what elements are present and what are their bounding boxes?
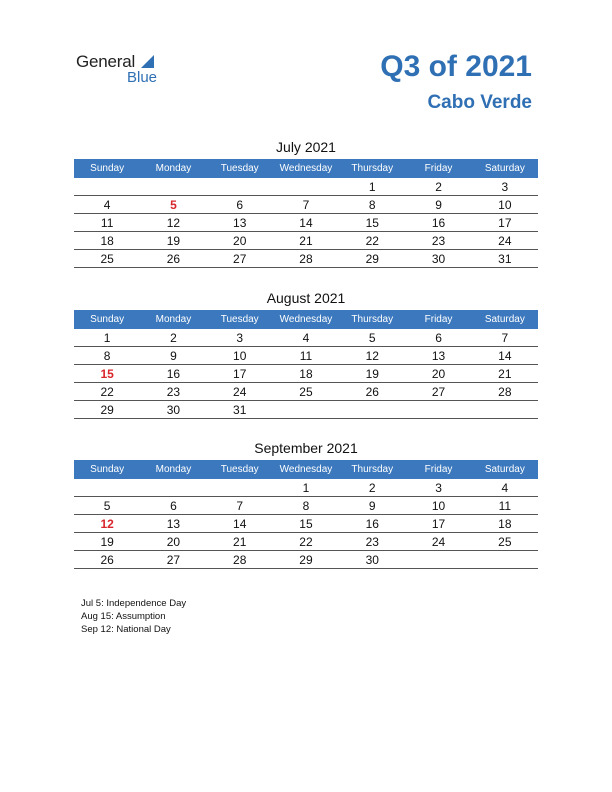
day-cell xyxy=(74,178,140,195)
day-cell: 8 xyxy=(103,349,111,363)
day-cell xyxy=(273,178,339,195)
week-row xyxy=(74,479,538,497)
day-cell: 28 xyxy=(299,252,313,266)
weekday-label: Tuesday xyxy=(220,314,259,325)
day-cell: 30 xyxy=(431,252,446,266)
day-cell: 31 xyxy=(498,252,512,266)
day-cell: 13 xyxy=(166,517,181,531)
day-cell: 27 xyxy=(431,385,446,399)
weekday-label: Saturday xyxy=(484,314,525,325)
day-cell xyxy=(405,551,471,568)
day-cell: 4 xyxy=(501,481,509,495)
day-cell: 26 xyxy=(166,252,181,266)
day-cell: 3 xyxy=(501,180,509,194)
generalblue-logo xyxy=(76,52,176,88)
day-cell: 20 xyxy=(233,234,247,248)
day-cell: 1 xyxy=(368,180,376,194)
logo-triangle-icon xyxy=(139,53,155,69)
month-weeks xyxy=(74,329,538,419)
holiday-note: Aug 15: Assumption xyxy=(81,611,166,622)
day-cell: 22 xyxy=(100,385,114,399)
day-cell: 18 xyxy=(498,517,512,531)
day-cell: 2 xyxy=(368,481,376,495)
month-title: August 2021 xyxy=(266,290,346,306)
day-cell: 24 xyxy=(498,234,512,248)
day-cell: 5 xyxy=(103,499,111,513)
week-row xyxy=(74,250,538,268)
day-cell: 12 xyxy=(365,349,379,363)
day-cell: 25 xyxy=(299,385,313,399)
day-cell xyxy=(405,401,471,418)
day-cell: 17 xyxy=(431,517,446,531)
day-cell: 12 xyxy=(166,216,181,230)
day-cell xyxy=(74,479,140,496)
day-cell: 29 xyxy=(299,553,313,567)
weekday-label: Wednesday xyxy=(279,464,333,475)
week-row xyxy=(74,497,538,515)
day-cell: 20 xyxy=(431,367,446,381)
day-cell: 17 xyxy=(498,216,512,230)
holiday-day-cell: 5 xyxy=(170,198,177,212)
day-cell: 23 xyxy=(365,535,379,549)
day-cell: 11 xyxy=(100,216,114,230)
day-cell: 7 xyxy=(236,499,244,513)
day-cell: 4 xyxy=(103,198,111,212)
weekday-label: Wednesday xyxy=(279,163,333,174)
day-cell: 13 xyxy=(233,216,247,230)
day-cell: 14 xyxy=(233,517,247,531)
day-cell: 5 xyxy=(368,331,376,345)
day-cell: 4 xyxy=(302,331,310,345)
day-cell: 8 xyxy=(368,198,376,212)
weekday-label: Tuesday xyxy=(220,464,259,475)
day-cell: 17 xyxy=(233,367,247,381)
week-row xyxy=(74,365,538,383)
day-cell: 27 xyxy=(233,252,247,266)
weekday-label: Friday xyxy=(424,163,453,174)
weekday-label: Thursday xyxy=(351,163,394,174)
day-cell: 29 xyxy=(100,403,114,417)
day-cell: 3 xyxy=(236,331,244,345)
day-cell: 26 xyxy=(100,553,114,567)
day-cell: 7 xyxy=(302,198,310,212)
day-cell: 10 xyxy=(498,198,512,212)
week-row xyxy=(74,196,538,214)
month-title: September 2021 xyxy=(254,440,358,456)
day-cell: 22 xyxy=(365,234,379,248)
day-cell: 31 xyxy=(233,403,247,417)
week-row xyxy=(74,214,538,232)
day-cell: 16 xyxy=(365,517,379,531)
weekday-label: Monday xyxy=(155,314,192,325)
day-cell xyxy=(140,178,206,195)
day-cell: 13 xyxy=(431,349,446,363)
day-cell: 18 xyxy=(299,367,313,381)
holiday-day-cell: 15 xyxy=(100,367,114,381)
weekday-label: Monday xyxy=(155,464,192,475)
week-row xyxy=(74,232,538,250)
month-title: July 2021 xyxy=(276,139,336,155)
day-cell xyxy=(472,551,538,568)
day-cell xyxy=(273,401,339,418)
weekday-label: Friday xyxy=(424,314,453,325)
week-row xyxy=(74,515,538,533)
weekday-label: Sunday xyxy=(90,314,125,325)
week-row xyxy=(74,329,538,347)
day-cell: 10 xyxy=(233,349,247,363)
day-cell: 15 xyxy=(299,517,313,531)
day-cell: 19 xyxy=(100,535,114,549)
holiday-notes xyxy=(81,597,186,636)
week-row xyxy=(74,401,538,419)
weekday-label: Sunday xyxy=(90,163,125,174)
day-cell: 14 xyxy=(299,216,313,230)
holiday-day-cell: 12 xyxy=(100,517,114,531)
weekday-header xyxy=(74,310,538,329)
day-cell: 3 xyxy=(435,481,442,495)
month-calendar-september xyxy=(74,438,538,569)
week-row xyxy=(74,533,538,551)
day-cell: 23 xyxy=(166,385,181,399)
day-cell: 21 xyxy=(498,367,512,381)
day-cell: 16 xyxy=(166,367,181,381)
day-cell xyxy=(207,479,273,496)
weekday-label: Monday xyxy=(155,163,192,174)
day-cell: 20 xyxy=(166,535,181,549)
day-cell: 6 xyxy=(170,499,177,513)
logo-general-text: General xyxy=(76,52,136,71)
day-cell: 16 xyxy=(431,216,446,230)
day-cell: 25 xyxy=(100,252,114,266)
logo-blue-text: Blue xyxy=(127,69,158,86)
day-cell: 23 xyxy=(431,234,446,248)
day-cell: 27 xyxy=(166,553,181,567)
day-cell: 9 xyxy=(435,198,442,212)
day-cell: 21 xyxy=(299,234,313,248)
day-cell: 26 xyxy=(365,385,379,399)
day-cell: 30 xyxy=(365,553,379,567)
weekday-label: Saturday xyxy=(484,163,525,174)
weekday-label: Saturday xyxy=(484,464,525,475)
day-cell xyxy=(339,401,405,418)
day-cell: 9 xyxy=(368,499,376,513)
day-cell: 1 xyxy=(302,481,310,495)
weekday-label: Tuesday xyxy=(220,163,259,174)
week-row xyxy=(74,178,538,196)
day-cell: 2 xyxy=(170,331,177,345)
day-cell xyxy=(140,479,206,496)
day-cell: 15 xyxy=(365,216,379,230)
day-cell: 19 xyxy=(365,367,379,381)
holiday-note: Sep 12: National Day xyxy=(81,624,171,635)
day-cell: 11 xyxy=(299,349,313,363)
month-weeks xyxy=(74,178,538,268)
weekday-header xyxy=(74,460,538,479)
day-cell: 22 xyxy=(299,535,313,549)
day-cell: 28 xyxy=(498,385,512,399)
day-cell: 10 xyxy=(431,499,446,513)
day-cell: 9 xyxy=(170,349,177,363)
day-cell: 6 xyxy=(236,198,244,212)
day-cell: 25 xyxy=(498,535,512,549)
day-cell: 18 xyxy=(100,234,114,248)
weekday-label: Friday xyxy=(424,464,453,475)
weekday-label: Thursday xyxy=(351,314,394,325)
day-cell: 29 xyxy=(365,252,379,266)
day-cell: 1 xyxy=(103,331,111,345)
day-cell: 6 xyxy=(435,331,442,345)
month-calendar-august xyxy=(74,288,538,419)
day-cell: 21 xyxy=(233,535,247,549)
country-name: Cabo Verde xyxy=(427,92,532,113)
month-weeks xyxy=(74,479,538,569)
week-row xyxy=(74,383,538,401)
weekday-label: Thursday xyxy=(351,464,394,475)
day-cell: 8 xyxy=(302,499,310,513)
day-cell: 24 xyxy=(233,385,247,399)
day-cell: 24 xyxy=(431,535,446,549)
holiday-note: Jul 5: Independence Day xyxy=(81,598,187,609)
day-cell: 2 xyxy=(435,180,442,194)
day-cell xyxy=(207,178,273,195)
weekday-label: Sunday xyxy=(90,464,125,475)
day-cell: 28 xyxy=(233,553,247,567)
month-calendar-july xyxy=(74,137,538,268)
week-row xyxy=(74,347,538,365)
page-title: Q3 of 2021 xyxy=(380,50,532,83)
day-cell xyxy=(472,401,538,418)
day-cell: 19 xyxy=(166,234,181,248)
day-cell: 14 xyxy=(498,349,512,363)
weekday-header xyxy=(74,159,538,178)
weekday-label: Wednesday xyxy=(279,314,333,325)
week-row xyxy=(74,551,538,569)
day-cell: 7 xyxy=(501,331,509,345)
day-cell: 11 xyxy=(498,499,512,513)
day-cell: 30 xyxy=(166,403,181,417)
